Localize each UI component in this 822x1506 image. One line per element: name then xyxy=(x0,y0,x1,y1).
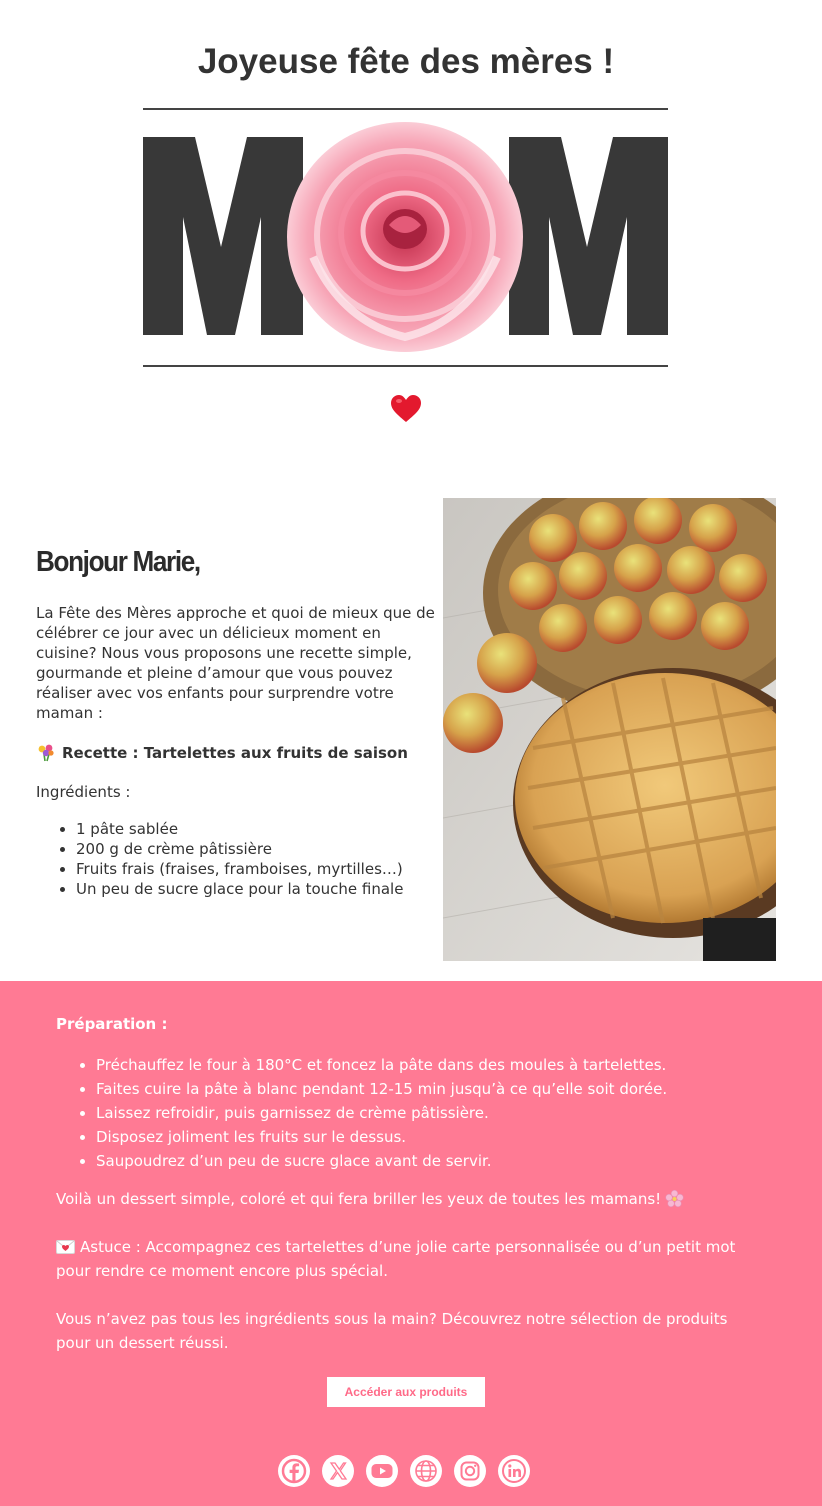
linkedin-icon[interactable] xyxy=(498,1455,530,1487)
facebook-icon[interactable] xyxy=(278,1455,310,1487)
mom-hero-image xyxy=(143,107,668,369)
tip-text: Astuce : Accompagnez ces tartelettes d’une jolie carte personnalisée ou d’un petit mot pour rendre ce moment encore plus spécial. xyxy=(56,1238,736,1280)
list-item: Laissez refroidir, puis garnissez de crème pâtissière. xyxy=(56,1101,667,1125)
love-letter-icon xyxy=(56,1237,75,1251)
list-item: Un peu de sucre glace pour la touche finale xyxy=(36,879,403,899)
intro-paragraph: La Fête des Mères approche et quoi de mieux que de célébrer ce jour avec un délicieux moment en cuisine? Nous vous proposons une recette simple, gourmande et pleine d’amour que vous pouvez réaliser avec vos enfants pour surprendre votre maman : xyxy=(36,604,435,722)
globe-icon[interactable] xyxy=(410,1455,442,1487)
list-item: Faites cuire la pâte à blanc pendant 12-15 min jusqu’à ce qu’elle soit dorée. xyxy=(56,1077,667,1101)
x-icon[interactable] xyxy=(322,1455,354,1487)
greeting-heading: Bonjour Marie, xyxy=(36,546,200,578)
mom-rose-logo xyxy=(143,107,668,369)
list-item: 1 pâte sablée xyxy=(36,819,403,839)
list-item: 200 g de crème pâtissière xyxy=(36,839,403,859)
page-title: Joyeuse fête des mères ! xyxy=(197,42,615,81)
products-paragraph: Vous n’avez pas tous les ingrédients sous la main? Découvrez notre sélection de produits pour un dessert réussi. xyxy=(56,1310,728,1352)
closing-paragraph xyxy=(56,1187,766,1211)
list-item: Disposez joliment les fruits sur le dessus. xyxy=(56,1125,667,1149)
list-item: Saupoudrez d’un peu de sucre glace avant de servir. xyxy=(56,1149,667,1173)
social-links xyxy=(278,1455,530,1487)
heart-icon xyxy=(390,394,422,424)
recipe-title xyxy=(36,743,408,763)
bouquet-icon xyxy=(36,743,56,763)
ingredients-list xyxy=(36,819,403,899)
preparation-section xyxy=(0,981,822,1506)
preparation-steps xyxy=(56,1053,667,1173)
recipe-title-text: Recette : Tartelettes aux fruits de saison xyxy=(62,744,408,762)
apple-pie-photo xyxy=(443,498,776,961)
access-products-button[interactable]: Accéder aux produits xyxy=(327,1377,485,1407)
list-item: Fruits frais (fraises, framboises, myrtilles…) xyxy=(36,859,403,879)
list-item: Préchauffez le four à 180°C et foncez la pâte dans des moules à tartelettes. xyxy=(56,1053,667,1077)
ingredients-title: Ingrédients : xyxy=(36,783,131,801)
hero-bottom-divider xyxy=(143,365,668,367)
tip-paragraph xyxy=(56,1235,766,1283)
closing-text: Voilà un dessert simple, coloré et qui fera briller les yeux de toutes les mamans! xyxy=(56,1190,662,1208)
preparation-title: Préparation : xyxy=(56,1015,168,1033)
instagram-icon[interactable] xyxy=(454,1455,486,1487)
youtube-icon[interactable] xyxy=(366,1455,398,1487)
cherry-blossom-icon xyxy=(665,1190,684,1207)
